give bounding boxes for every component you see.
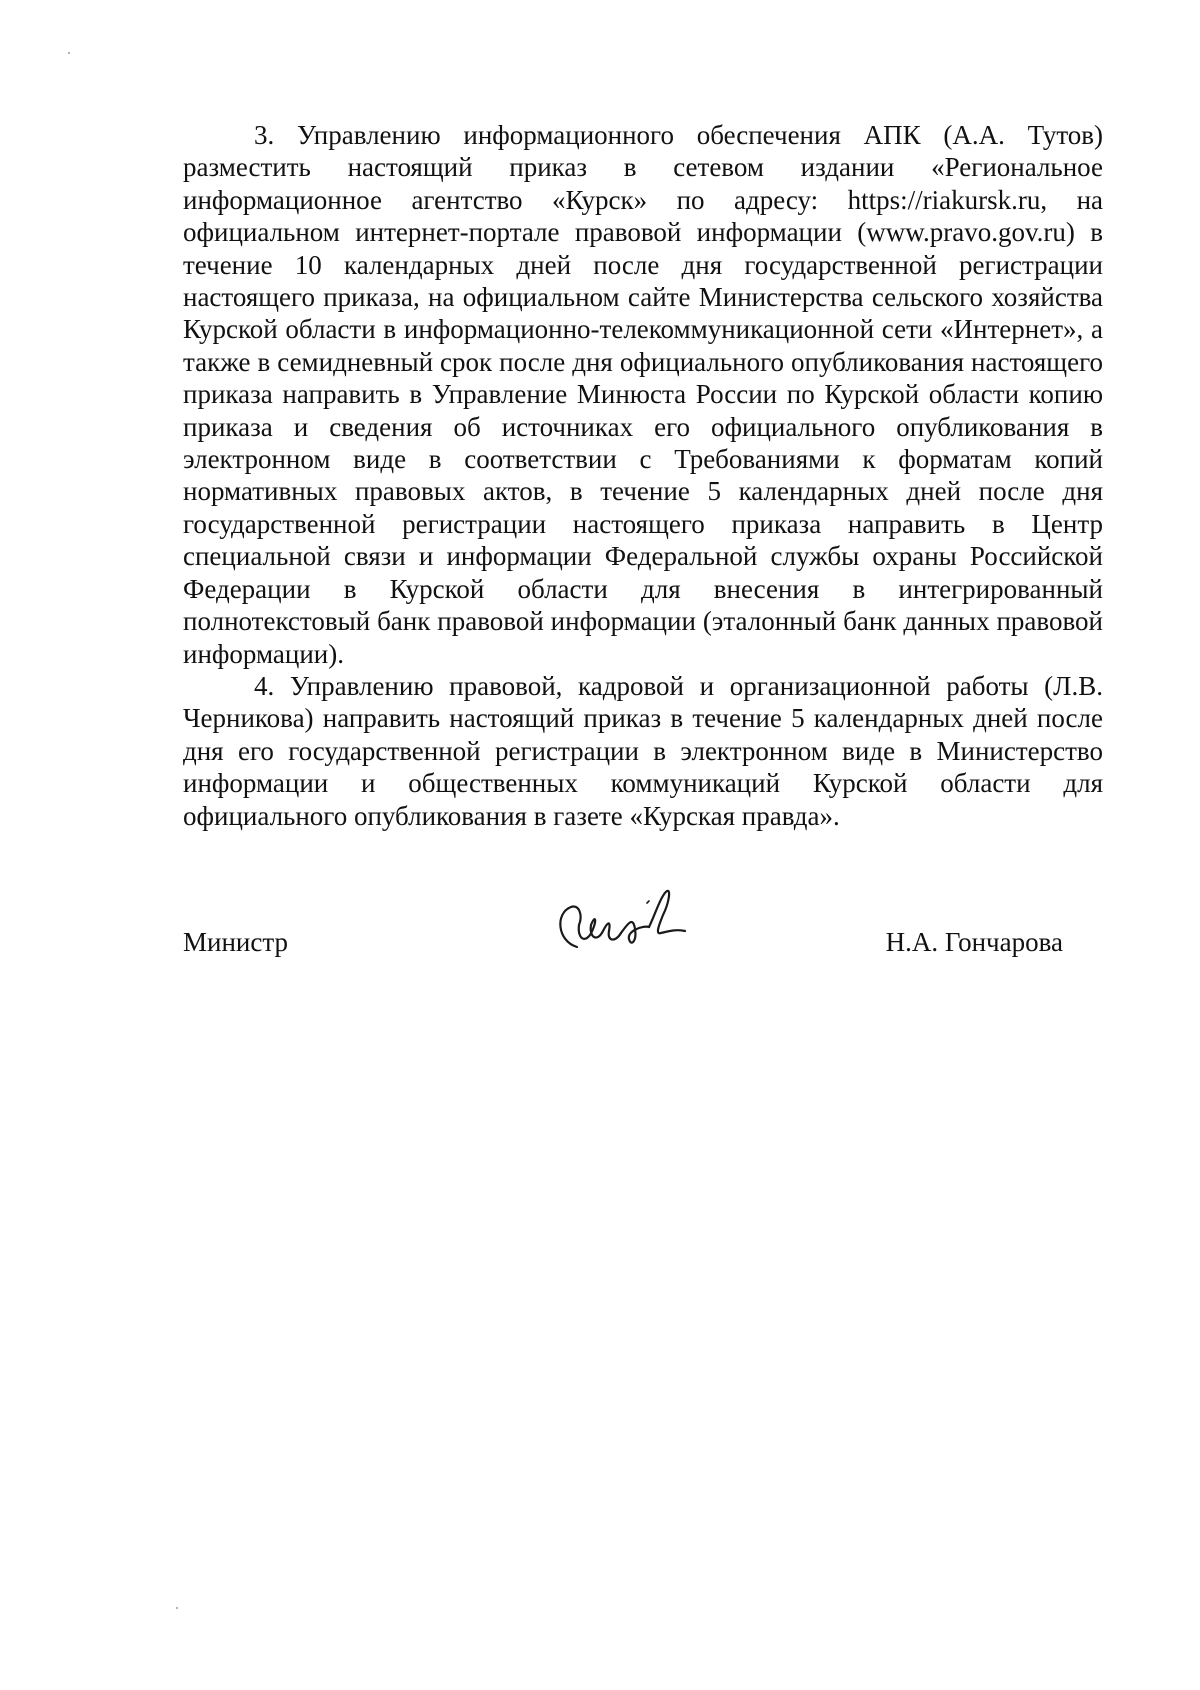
paragraph-3: 3. Управлению информационного обеспечения АПК (А.А. Тутов) разместить настоящий приказ в сетевом издании «Региональное информационное агентство «Курск» по адресу: https://riakursk.ru, на официальном интернет-портале правовой информации (www.pravo.gov.ru) в течение 10 календарных дней после дня государственной регистрации настоящего приказа, на официальном сайте Министерства сельского хозяйства Курской области в информационно-телекоммуникационной сети «Интернет», а также в семидневный срок после дня официального опубликования настоящего приказа направить в Управление Минюста России по Курской области копию приказа и сведения об источниках его официального опубликования в электронном виде в соответствии с Требованиями к форматам копий нормативных правовых актов, в течение 5 календарных дней после дня государственной регистрации настоящего приказа направить в Центр специальной связи и информации Федеральной службы охраны Российской Федерации в Курской области для внесения в интегрированный полнотекстовый банк правовой информации (эталонный банк данных правовой информации). <box>183 120 1103 669</box>
document-body <box>183 119 1103 832</box>
handwritten-signature <box>551 885 701 970</box>
signature-block <box>183 885 1063 975</box>
signatory-title: Министр <box>183 927 288 957</box>
scan-speck <box>68 52 70 54</box>
paragraph-4: 4. Управлению правовой, кадровой и организационной работы (Л.В. Черникова) направить настоящий приказ в течение 5 календарных дней после дня его государственной регистрации в электронном виде в Министерство информации и общественных коммуникаций Курской области для официального опубликования в газете «Курская правда». <box>183 670 1103 831</box>
signatory-name: Н.А. Гончарова <box>885 927 1063 957</box>
scan-speck <box>176 1607 178 1609</box>
